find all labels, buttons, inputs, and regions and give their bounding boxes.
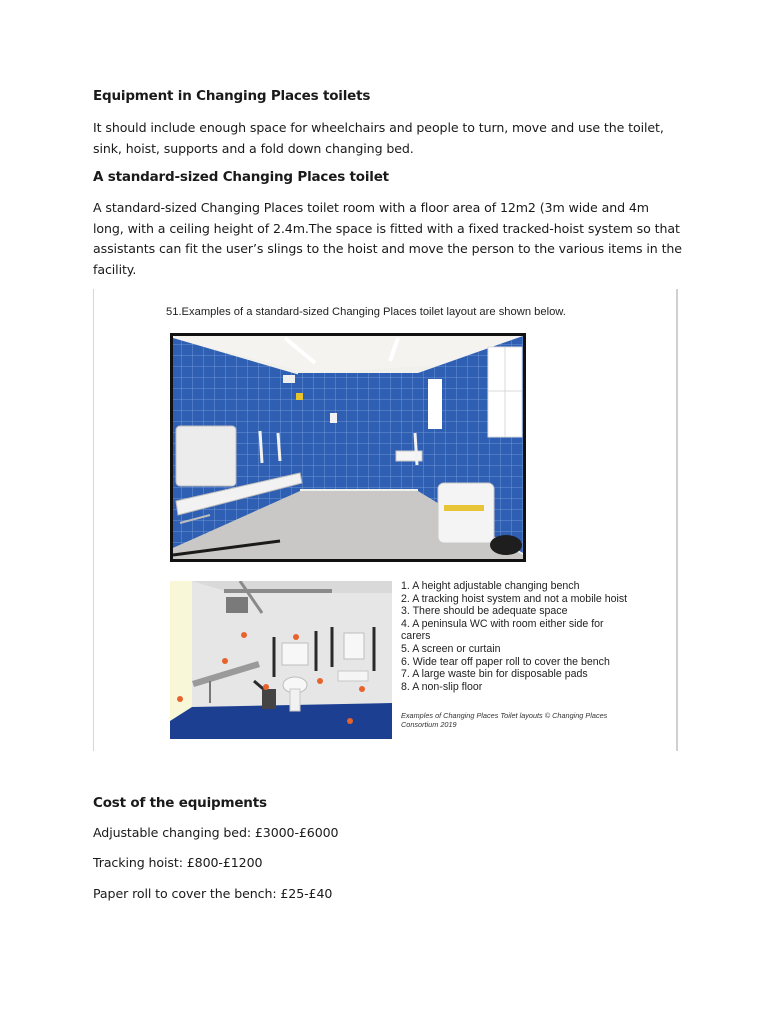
- cost-line: Adjustable changing bed: £3000-£6000: [93, 825, 339, 840]
- list-item: 1. A height adjustable changing bench: [401, 580, 580, 592]
- standard-heading: A standard-sized Changing Places toilet: [93, 169, 389, 185]
- list-item: 3. There should be adequate space: [401, 605, 568, 618]
- list-item: 6. Wide tear off paper roll to cover the bench: [401, 655, 610, 668]
- layout-figure: [93, 289, 678, 751]
- list-item: 4. A peninsula WC with room either side for carers: [401, 617, 604, 643]
- costs-heading: Cost of the equipments: [93, 795, 267, 811]
- figure-credit: Examples of Changing Places Toilet layouts © Changing Places Consortium 2019: [401, 711, 608, 729]
- list-item: 7. A large waste bin for disposable pads: [401, 668, 588, 681]
- list-item: 2. A tracking hoist system and not a mobile hoist: [401, 592, 628, 605]
- list-item: 5. A screen or curtain: [401, 642, 501, 655]
- feature-list: [401, 580, 671, 693]
- toilet-layout-diagram: [170, 581, 392, 739]
- cost-line: Tracking hoist: £800-£1200: [93, 855, 263, 870]
- equipment-heading: Equipment in Changing Places toilets: [93, 88, 371, 104]
- equipment-paragraph: It should include enough space for wheelchairs and people to turn, move and use the toilet, sink, hoist, supports and a fold down changing bed.: [93, 120, 664, 156]
- standard-paragraph: A standard-sized Changing Places toilet room with a floor area of 12m2 (3m wide and 4m long, with a ceiling height of 2.4m.The space is fitted with a fixed tracked-hoist system so that assistants can fit the user’s slings to the hoist and move the person to the various items in the facility.: [93, 200, 682, 277]
- figure-caption: 51.Examples of a standard-sized Changing Places toilet layout are shown below.: [166, 306, 566, 318]
- cost-line: Paper roll to cover the bench: £25-£40: [93, 886, 333, 901]
- list-item: 8. A non-slip floor: [401, 680, 483, 693]
- changing-places-photo: [170, 333, 526, 562]
